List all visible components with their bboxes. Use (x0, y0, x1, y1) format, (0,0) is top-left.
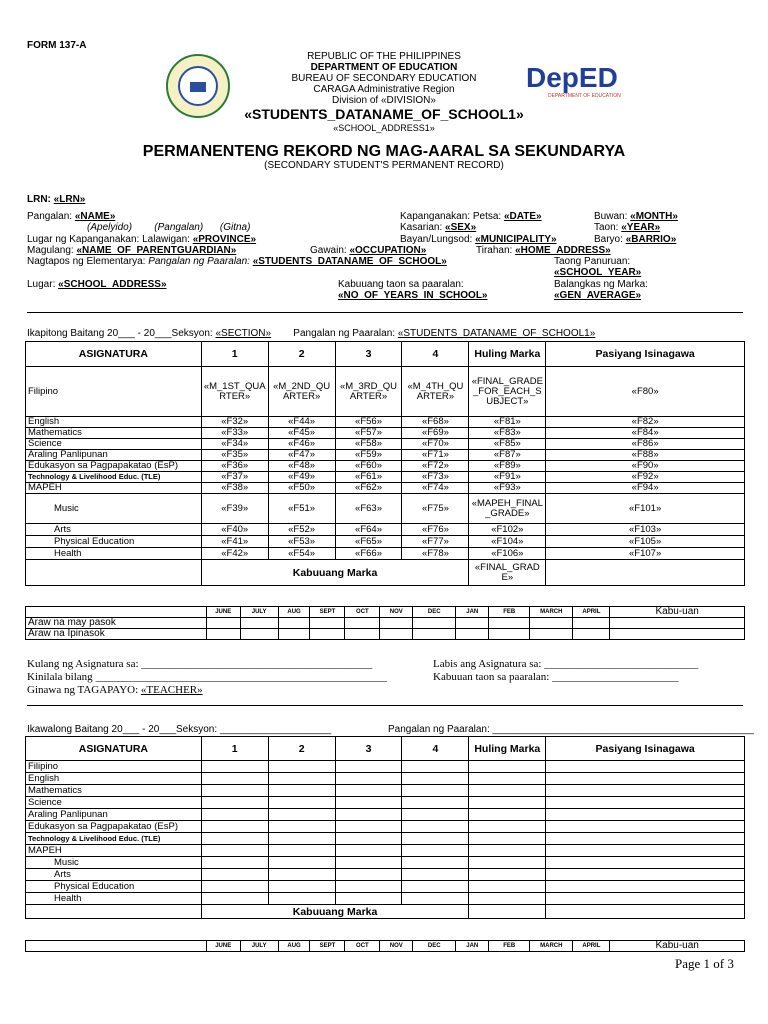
avg-value: «GEN_AVERAGE» (554, 290, 642, 301)
address-field: Tirahan: «HOME_ADDRESS» (476, 245, 611, 256)
years-value: «NO_OF_YEARS_IN_SCHOOL» (338, 290, 488, 301)
total-row (26, 560, 745, 586)
town-field: Bayan/Lungsod: «MUNICIPALITY» (400, 234, 557, 245)
name-parts: (Apelyido) (Pangalan) (Gitna) (87, 222, 251, 233)
table-row: Edukasyon sa Pagpapakatao (EsP) «F36» «F48» «F60» «F72» «F89» «F90» (26, 461, 745, 472)
table-header-row: ASIGNATURA 1 2 3 4 Huling Marka Pasiyang Isinagawa (26, 342, 745, 367)
form-id: FORM 137-A (27, 40, 87, 51)
kulang-row: Kulang ng Asignatura sa: __________________________________________ (27, 658, 373, 670)
name-row: Pangalan: «NAME» (27, 211, 116, 222)
year8-line: Ikawalong Baitang 20___ - 20___Seksyon: ____________________ (27, 724, 332, 735)
avg-label: Balangkas ng Marka: (554, 279, 648, 290)
table-row: Music (26, 857, 745, 869)
page-title: PERMANENTENG REKORD NG MAG-AARAL SA SEKUNDARYA (142, 143, 626, 160)
table-row: Technology & Livelihood Educ. (TLE) «F37» «F49» «F61» «F73» «F91» «F92» (26, 472, 745, 483)
table-row: Health «F42» «F54» «F66» «F78» «F106» «F107» (26, 548, 745, 560)
table-header-row: ASIGNATURA 1 2 3 4 Huling Marka Pasiyang Isinagawa (26, 737, 745, 761)
table-row: Music «F39» «F51» «F63» «F75» «MAPEH_FINAL_GRADE» «F101» (26, 494, 745, 524)
ginawa-row: Ginawa ng TAGAPAYO: «TEACHER» (27, 684, 203, 696)
table-row: Health (26, 893, 745, 905)
year8-school: Pangalan ng Paaralan: _______________________________________________ (388, 724, 754, 735)
division-line: Division of «DIVISION» (332, 95, 436, 106)
total-label: Kabuuang Marka (201, 905, 469, 919)
republic-line: REPUBLIC OF THE PHILIPPINES (307, 51, 461, 62)
department-line: DEPARTMENT OF EDUCATION (310, 62, 458, 73)
month-field: Buwan: «MONTH» (594, 211, 678, 222)
table-row: MAPEH (26, 845, 745, 857)
guardian-row: Magulang: «NAME_OF_PARENTGUARDIAN» (27, 245, 237, 256)
place-row: Lugar: «SCHOOL_ADDRESS» (27, 279, 167, 290)
table-row: Arts «F40» «F52» «F64» «F76» «F102» «F103» (26, 524, 745, 536)
table-row: English «F32» «F44» «F56» «F68» «F81» «F82» (26, 417, 745, 428)
table-row: English (26, 773, 745, 785)
table-row: Mathematics (26, 785, 745, 797)
attendance-table-1 (25, 606, 745, 640)
barrio-field: Baryo: «BARRIO» (594, 234, 677, 245)
attendance-row: Araw na Ipinasok (26, 629, 745, 640)
page-number: Page 1 of 3 (675, 956, 734, 971)
school-address: «SCHOOL_ADDRESS1» (333, 123, 435, 133)
attendance-header-row: JUNE JULY AUG SEPT OCT NOV DEC JAN FEB MARCH APRIL Kabu-uan (26, 607, 745, 618)
year8-grades-table (25, 736, 745, 919)
school-name: «STUDENTS_DATANAME_OF_SCHOOL1» (244, 106, 524, 122)
deped-logo-text: DepED (526, 62, 618, 93)
guardian-value: «NAME_OF_PARENTGUARDIAN» (76, 245, 237, 256)
total-row (26, 905, 745, 919)
table-row: Araling Panlipunan (26, 809, 745, 821)
table-row: Physical Education (26, 881, 745, 893)
lrn-value: «LRN» (53, 194, 86, 205)
sy-value: «SCHOOL_YEAR» (554, 267, 642, 278)
elementary-row: Nagtapos ng Elementarya: Pangalan ng Paaralan: «STUDENTS_DATANAME_OF_SCHOOL» (27, 256, 447, 267)
attendance-table-2 (25, 940, 745, 952)
lrn-row: LRN: «LRN» (27, 194, 86, 205)
year-field: Taon: «YEAR» (594, 222, 661, 233)
region-line: CARAGA Administrative Region (313, 84, 455, 95)
table-row: MAPEH «F38» «F50» «F62» «F74» «F93» «F94» (26, 483, 745, 494)
table-row: Filipino «M_1ST_QUARTER» «M_2ND_QUARTER» «M_3RD_QUARTER» «M_4TH_QUARTER» «FINAL_GRADE_FOR_EACH_SUBJECT» «F80» (26, 367, 745, 417)
kinilala-row: Kinilala bilang _____________________________________________________ (27, 671, 387, 683)
table-row: Technology & Livelihood Educ. (TLE) (26, 833, 745, 845)
attendance-header-row: JUNE JULY AUG SEPT OCT NOV DEC JAN FEB MARCH APRIL Kabu-uan (26, 941, 745, 952)
table-row: Arts (26, 869, 745, 881)
kabuuan-row: Kabuuan taon sa paaralan: _______________________ (433, 671, 679, 683)
place-value: «SCHOOL_ADDRESS» (58, 279, 167, 290)
year7-line: Ikapitong Baitang 20___ - 20___Seksyon: «SECTION» Pangalan ng Paaralan: «STUDENTS_DATANAME_OF_SCHOOL1» (27, 328, 596, 339)
divider (27, 705, 743, 706)
occupation-field: Gawain: «OCCUPATION» (310, 245, 427, 256)
year7-grades-table (25, 341, 745, 586)
table-row: Araling Panlipunan «F35» «F47» «F59» «F71» «F87» «F88» (26, 450, 745, 461)
elementary-school-value: «STUDENTS_DATANAME_OF_SCHOOL» (252, 256, 447, 267)
birthplace-row: Lugar ng Kapanganakan: Lalawigan: «PROVINCE» (27, 234, 257, 245)
province-value: «PROVINCE» (192, 234, 257, 245)
labis-row: Labis ang Asignatura sa: ____________________________ (433, 658, 699, 670)
birthdate-field: Kapanganakan: Petsa: «DATE» (400, 211, 542, 222)
sex-field: Kasarian: «SEX» (400, 222, 477, 233)
attendance-row: Araw na may pasok (26, 618, 745, 629)
table-row: Science «F34» «F46» «F58» «F70» «F85» «F86» (26, 439, 745, 450)
bureau-line: BUREAU OF SECONDARY EDUCATION (291, 73, 477, 84)
total-value: «FINAL_GRADE» (469, 560, 546, 586)
table-row: Physical Education «F41» «F53» «F65» «F77» «F104» «F105» (26, 536, 745, 548)
table-row: Mathematics «F33» «F45» «F57» «F69» «F83» «F84» (26, 428, 745, 439)
sy-label: Taong Panuruan: (554, 256, 631, 267)
divider (27, 312, 743, 313)
deped-logo-subtext: DEPARTMENT OF EDUCATION (548, 93, 621, 99)
teacher-value: «TEACHER» (140, 684, 203, 696)
total-label: Kabuuang Marka (201, 560, 469, 586)
years-label: Kabuuang taon sa paaralan: (338, 279, 464, 290)
table-row: Science (26, 797, 745, 809)
table-row: Edukasyon sa Pagpapakatao (EsP) (26, 821, 745, 833)
name-value: «NAME» (74, 211, 116, 222)
table-row: Filipino (26, 761, 745, 773)
page-subtitle: (SECONDARY STUDENT'S PERMANENT RECORD) (264, 160, 504, 171)
